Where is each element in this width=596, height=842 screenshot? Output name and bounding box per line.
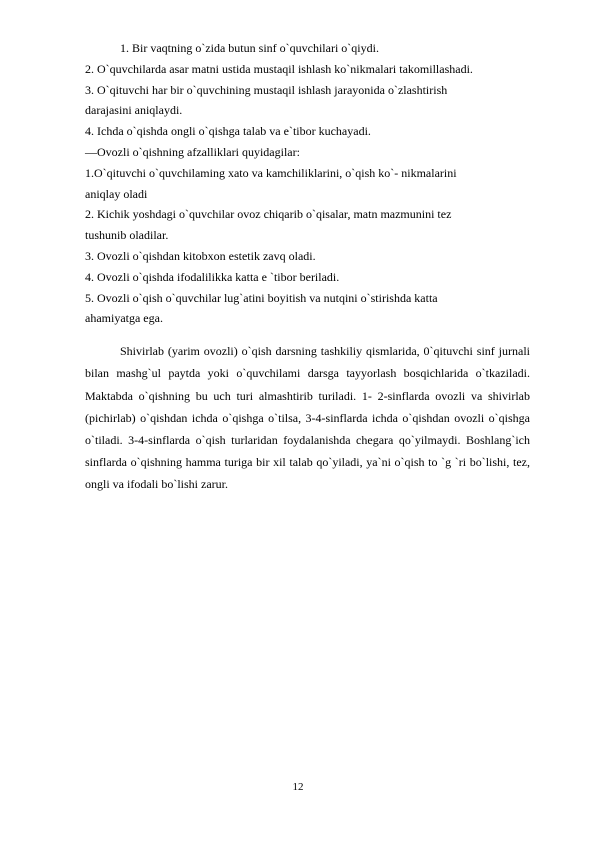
list-item-4: 4. Ichda o`qishda ongli o`qishga talab va e`tibor kuchayadi. xyxy=(85,124,371,139)
page-number: 12 xyxy=(292,781,304,793)
advantage-item-5: 5. Ovozli o`qish o`quvchilar lug`atini boyitish va nutqini o`stirishda katta xyxy=(85,290,438,305)
list-item-2: 2. O`quvchilarda asar matni ustida mustaqil ishlash ko`nikmalari takomillashadi. xyxy=(85,61,473,76)
section-heading-advantages: —Ovozli o`qishning afzalliklari quyidagilar: xyxy=(85,144,300,159)
advantage-item-1-continuation: aniqlay oladi xyxy=(85,186,148,201)
advantage-item-4: 4. Ovozli o`qishda ifodalilikka katta e `tibor beriladi. xyxy=(85,269,340,284)
list-item-3-continuation: darajasini aniqlaydi. xyxy=(85,103,183,118)
advantage-item-3: 3. Ovozli o`qishdan kitobxon estetik zavq oladi. xyxy=(85,248,316,263)
list-item-1: 1. Bir vaqtning o`zida butun sinf o`quvchilari o`qiydi. xyxy=(120,41,379,55)
body-paragraph: Shivirlab (yarim ovozli) o`qish darsning tashkiliy qismlarida, 0`qituvchi sinf jurnali bilan mashg`ul paytda yoki o`quvchilami darsga tayyorlash bosqichlarida o`tkaziladi. Maktabda o`qishning bu uch turi almashtirib turiladi. 1- 2-sinflarda ovozli va shivirlab (pichirlab) o`qishdan ichda o`qishga o`tilsa, 3-4-sinflarda ichda o`qishdan ovozli o`qishga o`tiladi. 3-4-sinflarda o`qish turlaridan foydalanishda chegara qo`yilmaydi. Boshlang`ich sinflarda o`qishning hamma turiga bir xil talab qo`yiladi, ya`ni o`qish to `g `ri bo`lishi, tez, ongli va ifodali bo`lishi zarur. xyxy=(85,344,530,492)
advantage-item-2-continuation: tushunib oladilar. xyxy=(85,228,169,243)
advantage-item-5-continuation: ahamiyatga ega. xyxy=(85,311,163,326)
page-content xyxy=(85,38,530,508)
advantage-item-2: 2. Kichik yoshdagi o`quvchilar ovoz chiqarib o`qisalar, matn mazmunini tez xyxy=(85,207,452,222)
list-item-3: 3. O`qituvchi har bir o`quvchining mustaqil ishlash jarayonida o`zlashtirish xyxy=(85,82,448,97)
advantage-item-1: 1.O`qituvchi o`quvchilaming xato va kamchiliklarini, o`qish ko`- nikmalarini xyxy=(85,165,457,180)
